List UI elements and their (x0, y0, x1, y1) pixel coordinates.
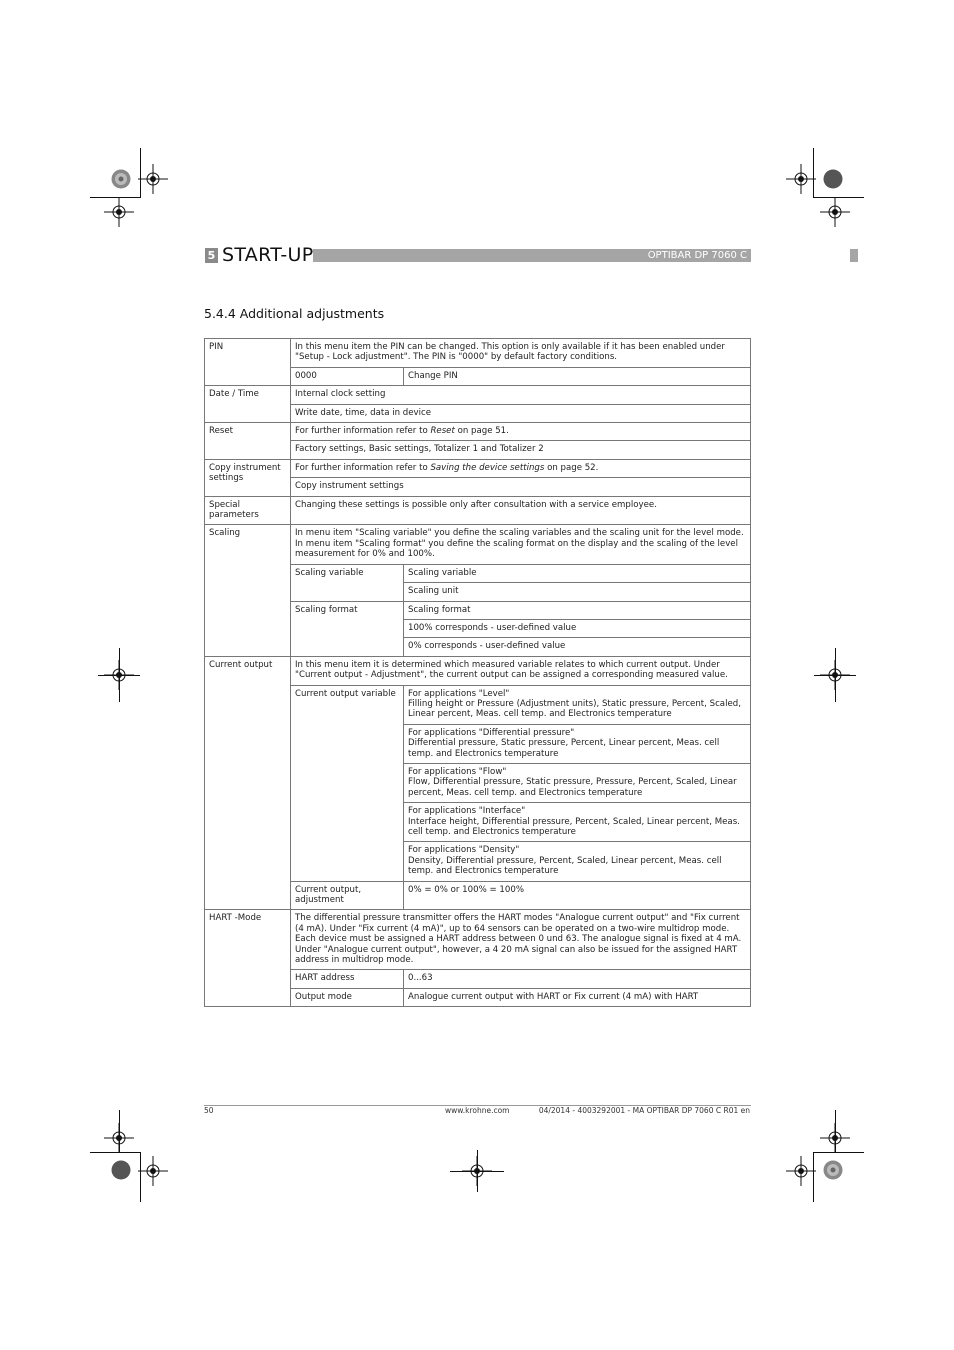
pin-description: In this menu item the PIN can be changed. This option is only available if it has been enabled under "Setup - Lock adjustment". The PIN is "0000" by default factory conditions. (291, 339, 751, 368)
registration-target-icon (820, 197, 850, 227)
reset-link[interactable]: Reset (430, 426, 455, 437)
current-output-adjustment-label: Current output, adjustment (291, 881, 404, 910)
current-output-description: In this menu item it is determined which measured variable relates to which current output. Under "Current output - Adjustment", the current output can be assigned a corresponding measured value. (291, 656, 751, 685)
special-description: Changing these settings is possible only after consultation with a service employee. (291, 496, 751, 525)
scaling-variable-item: Scaling unit (404, 583, 751, 601)
row-label-special-parameters: Special parameters (205, 496, 291, 525)
scaling-format-item: Scaling format (404, 601, 751, 619)
hart-address-value: 0...63 (404, 970, 751, 988)
registration-target-icon (104, 1123, 134, 1153)
application-item: For applications "Level" Filling height or Pressure (Adjustment units), Static pressure, Percent, Scaled, Linear percent, Meas. cell temp. and Electronics temperature (404, 685, 751, 724)
registration-target-icon (104, 197, 134, 227)
pin-value-description: Change PIN (404, 367, 751, 385)
row-label-current-output: Current output (205, 656, 291, 910)
row-label-scaling: Scaling (205, 525, 291, 656)
scaling-format-item: 100% corresponds - user-defined value (404, 619, 751, 637)
application-item: For applications "Flow" Flow, Differential pressure, Static pressure, Pressure, Percent, Scaled, Linear percent, Meas. cell temp. and Electronics temperature (404, 763, 751, 802)
row-label-reset: Reset (205, 423, 291, 460)
registration-target-icon (820, 1123, 850, 1153)
scaling-description: In menu item "Scaling variable" you define the scaling variables and the scaling unit for the level mode. In menu item "Scaling format" you define the scaling format on the display and the scaling of the level measurement for 0% and 100%. (291, 525, 751, 564)
current-output-variable-label: Current output variable (291, 685, 404, 881)
section-title: 5.4.4 Additional adjustments (204, 306, 385, 321)
date-time-row-1: Internal clock setting (291, 386, 751, 404)
copy-reference: For further information refer to Saving the device settings on page 52. (291, 459, 751, 477)
row-label-hart-mode: HART -Mode (205, 910, 291, 1007)
scaling-format-item: 0% corresponds - user-defined value (404, 638, 751, 656)
adjustments-table (204, 338, 751, 1007)
date-time-row-2: Write date, time, data in device (291, 404, 751, 422)
scaling-variable-item: Scaling variable (404, 564, 751, 582)
footer-url[interactable]: www.krohne.com (445, 1106, 510, 1115)
document-reference: 04/2014 - 4003292001 - MA OPTIBAR DP 7060 C R01 en (538, 1106, 750, 1115)
registration-target-icon (786, 164, 816, 194)
header-bar (313, 249, 751, 262)
chapter-number: 5 (205, 248, 218, 263)
chapter-title: START-UP (222, 244, 314, 266)
application-item: For applications "Differential pressure" Differential pressure, Static pressure, Percent, Linear percent, Meas. cell temp. and Electronics temperature (404, 724, 751, 763)
reset-reference: For further information refer to Reset on page 51. (291, 423, 751, 441)
color-wheel-icon (823, 1160, 843, 1180)
row-label-date-time: Date / Time (205, 386, 291, 423)
registration-target-icon (138, 1156, 168, 1186)
color-dot-icon (111, 1160, 131, 1180)
row-label-pin: PIN (205, 339, 291, 386)
page-edge-tab (850, 249, 858, 262)
reset-row-2: Factory settings, Basic settings, Totalizer 1 and Totalizer 2 (291, 441, 751, 459)
output-mode-value: Analogue current output with HART or Fix current (4 mA) with HART (404, 988, 751, 1006)
current-output-adjustment-value: 0% = 0% or 100% = 100% (404, 881, 751, 910)
registration-target-icon (138, 164, 168, 194)
color-dot-icon (823, 169, 843, 189)
scaling-variable-label: Scaling variable (291, 564, 404, 601)
application-item: For applications "Density" Density, Differential pressure, Percent, Scaled, Linear percent, Meas. cell temp. and Electronics temperature (404, 842, 751, 881)
page-number: 50 (204, 1106, 214, 1115)
registration-target-icon (786, 1156, 816, 1186)
hart-address-label: HART address (291, 970, 404, 988)
row-label-copy-settings: Copy instrument settings (205, 459, 291, 496)
copy-row-2: Copy instrument settings (291, 478, 751, 496)
pin-value: 0000 (291, 367, 404, 385)
hart-description: The differential pressure transmitter offers the HART modes "Analogue current output" and "Fix current (4 mA). Under "Fix current (4 mA)", up to 64 sensors can be operated on a two-wire multidrop mode. Each device must be assigned a HART address between 0 und 63. The analogue signal is fixed at 4 mA. Under "Analogue current output", however, a 4 20 mA signal can also be issued for the assigned HART address in multidrop mode. (291, 910, 751, 970)
scaling-format-label: Scaling format (291, 601, 404, 656)
output-mode-label: Output mode (291, 988, 404, 1006)
saving-settings-link[interactable]: Saving the device settings (430, 462, 545, 473)
application-item: For applications "Interface" Interface height, Differential pressure, Percent, Scaled, Linear percent, Meas. cell temp. and Electronics temperature (404, 803, 751, 842)
color-wheel-icon (111, 169, 131, 189)
product-name: OPTIBAR DP 7060 C (647, 250, 747, 261)
